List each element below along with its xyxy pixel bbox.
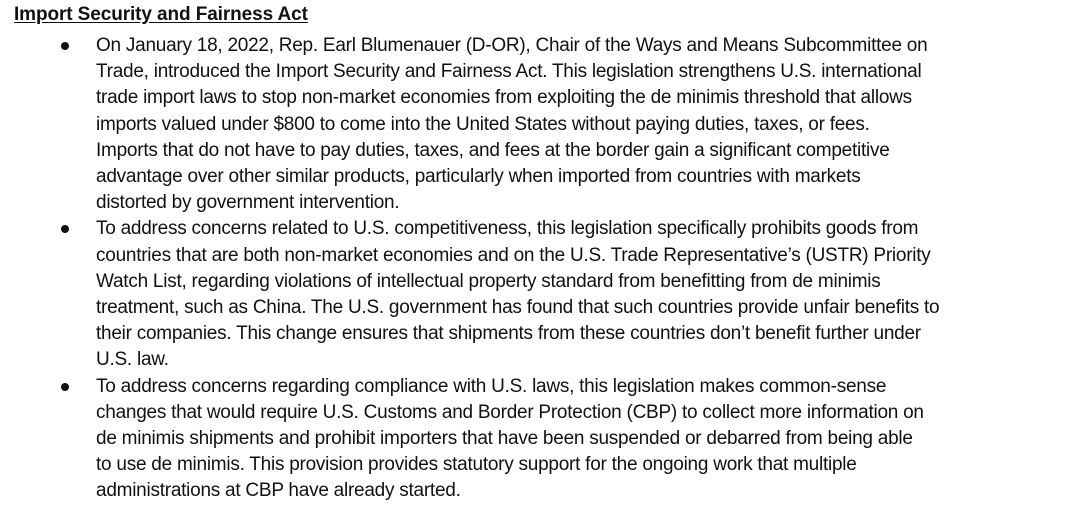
bullet-item-3 xyxy=(0,374,1016,505)
bullet-line: administrations at CBP have already started. xyxy=(96,480,461,502)
bullet-line: trade import laws to stop non-market economies from exploiting the de minimis threshold that allows xyxy=(96,87,912,109)
bullet-line: On January 18, 2022, Rep. Earl Blumenauer (D-OR), Chair of the Ways and Means Subcommittee on xyxy=(96,35,928,56)
bullet-line: Imports that do not have to pay duties, taxes, and fees at the border gain a significant competitive xyxy=(96,139,890,161)
section-title: Import Security and Fairness Act xyxy=(14,4,308,25)
bullet-line: Trade, introduced the Import Security and Fairness Act. This legislation strengthens U.S. international xyxy=(96,61,922,83)
bullet-line: Watch List, regarding violations of intellectual property standard from benefitting from de minimis xyxy=(96,270,881,292)
bullet-dot xyxy=(61,42,69,50)
bullet-dot xyxy=(61,225,69,233)
bullet-line: U.S. law. xyxy=(96,349,169,371)
bullet-line: countries that are both non-market economies and on the U.S. Trade Representative’s (USTR) Priority xyxy=(96,244,931,266)
bullet-line: To address concerns related to U.S. competitiveness, this legislation specifically prohibits goods from xyxy=(96,218,919,240)
bullet-line: advantage over other similar products, particularly when imported from countries with markets xyxy=(96,166,861,188)
bullet-line: treatment, such as China. The U.S. government has found that such countries provide unfair benefits to xyxy=(96,297,940,319)
bullet-item-1 xyxy=(0,33,1016,216)
bullet-line: distorted by government intervention. xyxy=(96,192,400,214)
bullet-line: imports valued under $800 to come into the United States without paying duties, taxes, or fees. xyxy=(96,113,870,135)
bullet-line: changes that would require U.S. Customs and Border Protection (CBP) to collect more information on xyxy=(96,401,924,423)
bullet-line: To address concerns regarding compliance with U.S. laws, this legislation makes common-sense xyxy=(96,375,887,397)
bullet-line: their companies. This change ensures that shipments from these countries don’t benefit further under xyxy=(96,323,921,345)
bullet-list xyxy=(0,33,1080,505)
bullet-item-2 xyxy=(0,216,1016,373)
bullet-dot xyxy=(61,383,69,391)
bullet-line: to use de minimis. This provision provides statutory support for the ongoing work that multiple xyxy=(96,454,857,476)
bullet-line: de minimis shipments and prohibit importers that have been suspended or debarred from being able xyxy=(96,428,913,450)
